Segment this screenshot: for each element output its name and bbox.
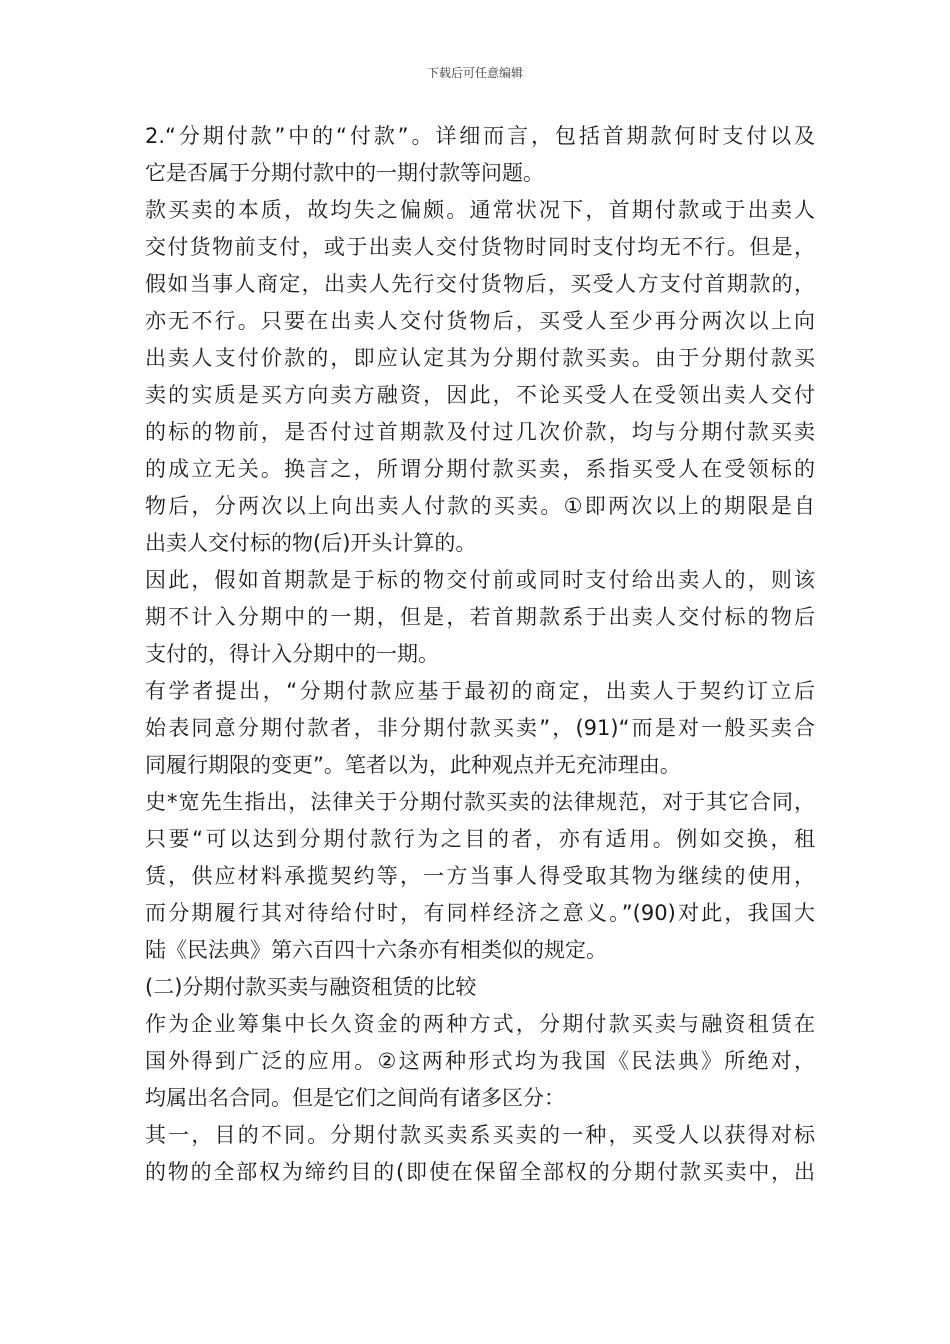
text-line: 出卖人交付标的物(后)开头计算的。 [145,531,477,555]
text-line: 的物的全部权为缔约目的(即使在保留全部权的分期付款买卖中，出 [145,1160,815,1184]
page-header: 下载后可任意编辑 [426,66,523,80]
text-line: 陆《民法典》第六百四十六条亦有相类似的规定。 [145,938,607,962]
text-line: 假如当事人商定，出卖人先行交付货物后，买受人方支付首期款的， [145,272,815,296]
text-line: 的标的物前，是否付过首期款及付过几次价款，均与分期付款买卖 [145,420,815,444]
text-line: 出卖人支付价款的，即应认定其为分期付款买卖。由于分期付款买 [145,346,815,370]
text-line: 期不计入分期中的一期，但是，若首期款系于出卖人交付标的物后 [145,605,815,629]
text-line: 物后，分两次以上向出卖人付款的买卖。①即两次以上的期限是自 [145,494,815,518]
text-line: 款买卖的本质，故均失之偏颇。通常状况下，首期付款或于出卖人 [145,198,815,222]
text-line: 国外得到广泛的应用。②这两种形式均为我国《民法典》所绝对， [145,1049,815,1073]
text-line: 2.“分期付款”中的“付款”。详细而言，包括首期款何时支付以及 [145,124,815,148]
text-line: 交付货物前支付，或于出卖人交付货物时同时支付均无不行。但是， [145,235,815,259]
text-line: (二)分期付款买卖与融资租赁的比较 [145,975,477,999]
text-line: 史*宽先生指出，法律关于分期付款买卖的法律规范，对于其它合同， [145,790,815,814]
text-line: 赁，供应材料承揽契约等，一方当事人得受取其物为继续的使用， [145,864,815,888]
text-line: 因此，假如首期款是于标的物交付前或同时支付给出卖人的，则该 [145,568,815,592]
text-line: 卖的实质是买方向卖方融资，因此，不论买受人在受领出卖人交付 [145,383,815,407]
text-line: 而分期履行其对待给付时，有同样经济之意义。”(90)对此，我国大 [145,901,815,925]
text-line: 同履行期限的变更”。笔者以为，此种观点并无充沛理由。 [145,753,681,777]
text-line: 只要“可以达到分期付款行为之目的者，亦有适用。例如交换，租 [145,827,815,851]
text-line: 的成立无关。换言之，所谓分期付款买卖，系指买受人在受领标的 [145,457,815,481]
text-line: 始表同意分期付款者，非分期付款买卖”，(91)“而是对一般买卖合 [145,716,815,740]
text-line: 均属出名合同。但是它们之间尚有诸多区分： [145,1086,565,1110]
text-line: 其一，目的不同。分期付款买卖系买卖的一种，买受人以获得对标 [145,1123,815,1147]
document-body [145,118,815,1191]
text-line: 有学者提出，“分期付款应基于最初的商定，出卖人于契约订立后 [145,679,815,703]
text-line: 作为企业筹集中长久资金的两种方式，分期付款买卖与融资租赁在 [145,1012,815,1036]
text-line: 它是否属于分期付款中的一期付款等问题。 [145,161,544,185]
text-line: 亦无不行。只要在出卖人交付货物后，买受人至少再分两次以上向 [145,309,815,333]
text-line: 支付的，得计入分期中的一期。 [145,642,439,666]
